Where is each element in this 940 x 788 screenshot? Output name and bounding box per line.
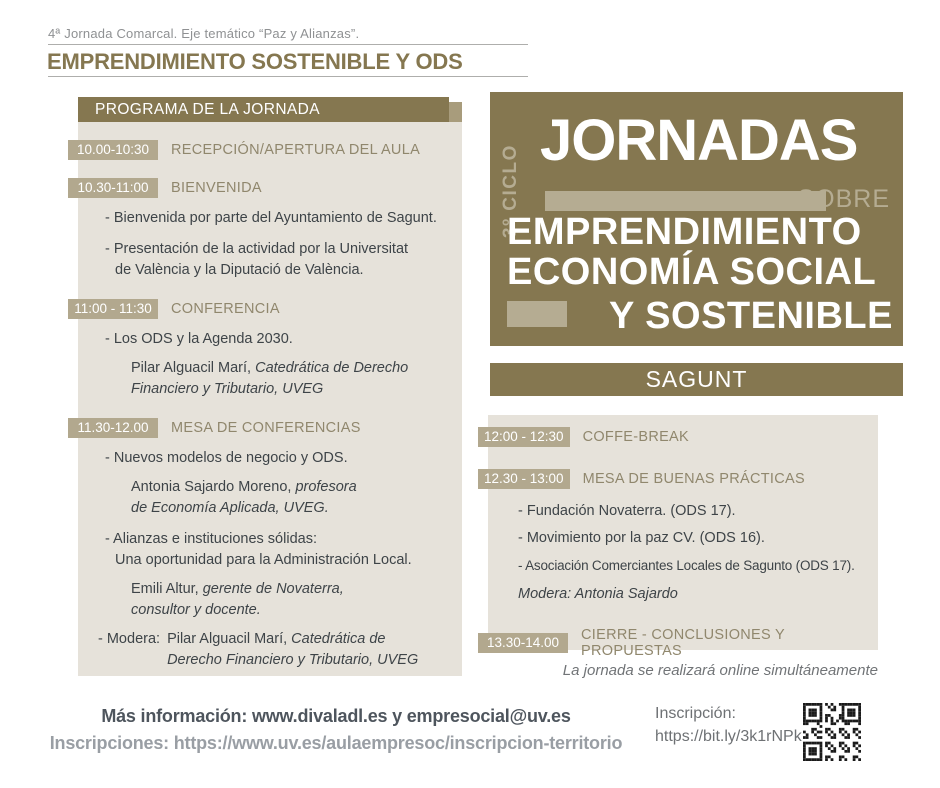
program-line: - Nuevos modelos de negocio y ODS.	[105, 450, 348, 466]
header-rule-bottom	[48, 76, 528, 77]
location-bar: SAGUNT	[490, 363, 903, 396]
program-paragraph	[78, 239, 462, 281]
decorative-rect	[507, 301, 567, 327]
poster-line-emprendimiento: EMPRENDIMIENTO	[507, 211, 862, 253]
online-note: La jornada se realizará online simultáneamente	[562, 662, 878, 679]
program-paragraph	[78, 208, 462, 229]
program-line: Derecho Financiero y Tributario, UVEG	[167, 652, 419, 668]
program-line: - Presentación de la actividad por la Universitat	[105, 241, 409, 257]
program-paragraph	[78, 448, 462, 469]
program-paragraph	[78, 329, 462, 350]
program-line: - Movimiento por la paz CV. (ODS 16).	[518, 530, 765, 546]
program-line: - Alianzas e instituciones sólidas:	[105, 531, 317, 547]
program-line: Modera: Antonia Sajardo	[518, 586, 678, 602]
session-row	[68, 178, 462, 198]
program-line: Financiero y Tributario, UVEG	[131, 381, 324, 397]
header-rule-top	[48, 44, 528, 45]
program-line: consultor y docente.	[131, 602, 261, 618]
time-badge: 10.00-10:30	[68, 140, 158, 160]
inscription-label: Inscripción:	[655, 705, 736, 722]
time-badge: 11:00 - 11:30	[68, 299, 158, 319]
session-heading: MESA DE BUENAS PRÁCTICAS	[582, 471, 805, 487]
inscription-url-link[interactable]: https://bit.ly/3k1rNPk	[655, 728, 802, 745]
program-line: de Economía Aplicada, UVEG.	[131, 500, 329, 516]
program-line: Pilar Alguacil Marí, Catedrática de	[167, 631, 386, 647]
inscriptions-link[interactable]: Inscripciones: https://www.uv.es/aulaempresoc/inscripcion-territorio	[49, 733, 623, 753]
session-row	[68, 140, 462, 160]
program-paragraph	[78, 579, 462, 621]
session-row	[68, 299, 462, 319]
session-heading: RECEPCIÓN/APERTURA DEL AULA	[171, 142, 421, 158]
time-badge: 13.30-14.00	[478, 633, 568, 653]
page-title: EMPRENDIMIENTO SOSTENIBLE Y ODS	[47, 49, 463, 74]
time-badge: 11.30-12.00	[68, 418, 158, 438]
time-badge: 12.30 - 13:00	[478, 469, 570, 489]
poster-title: JORNADAS	[540, 108, 858, 173]
poster-line-economia-social: ECONOMÍA SOCIAL	[507, 251, 877, 293]
program-line: Emili Altur, gerente de Novaterra,	[131, 581, 344, 597]
program-header-bar: PROGRAMA DE LA JORNADA	[78, 97, 449, 122]
session-row	[478, 627, 878, 659]
inscription-block	[655, 702, 802, 748]
time-badge: 12:00 - 12:30	[478, 427, 570, 447]
decorative-bar	[545, 191, 826, 211]
program-panel	[74, 122, 462, 676]
time-badge: 10.30-11:00	[68, 178, 158, 198]
program-line: de València y la Diputació de València.	[115, 262, 364, 278]
kicker-text: 4ª Jornada Comarcal. Eje temático “Paz y Alianzas”.	[48, 26, 360, 41]
qr-code-image	[803, 703, 861, 761]
modera-lines	[167, 629, 418, 671]
program-paragraph	[488, 555, 878, 576]
program-paragraph	[518, 584, 878, 605]
program-line: - Fundación Novaterra. (ODS 17).	[518, 503, 736, 519]
program-paragraph	[488, 501, 878, 522]
program-paragraph	[78, 358, 462, 400]
program-line: - Bienvenida por parte del Ayuntamiento de Sagunt.	[105, 210, 437, 226]
program-paragraph	[78, 477, 462, 519]
program-paragraph	[78, 529, 462, 571]
program-paragraph	[488, 528, 878, 549]
cycle-label: 3º CICLO	[500, 144, 521, 238]
program-line: - Asociación Comerciantes Locales de Sagunto (ODS 17).	[518, 558, 855, 573]
modera-label: - Modera:	[98, 631, 161, 647]
poster-line-y-sostenible: Y SOSTENIBLE	[608, 295, 893, 337]
program-line: Una oportunidad para la Administración Local.	[115, 552, 412, 568]
session-heading: CONFERENCIA	[171, 301, 280, 317]
more-info-text: Más información: www.divaladl.es y empresocial@uv.es	[101, 706, 571, 726]
session-heading: BIENVENIDA	[171, 180, 262, 196]
program-line: - Los ODS y la Agenda 2030.	[105, 331, 293, 347]
program-line: Pilar Alguacil Marí, Catedrática de Derecho	[131, 360, 409, 376]
schedule-panel	[484, 415, 878, 659]
session-heading: CIERRE - CONCLUSIONES Y PROPUESTAS	[581, 627, 785, 659]
sobre-label: SOBRE	[797, 185, 890, 213]
program-header-bar-tail	[449, 102, 462, 122]
poster-box	[490, 92, 903, 346]
program-paragraph	[98, 629, 462, 671]
session-row	[478, 427, 878, 447]
session-row	[478, 469, 878, 489]
session-heading: MESA DE CONFERENCIAS	[171, 420, 361, 436]
session-heading: COFFE-BREAK	[582, 429, 689, 445]
session-row	[68, 418, 462, 438]
program-line: Antonia Sajardo Moreno, profesora	[131, 479, 357, 495]
footer-info-block	[30, 706, 642, 754]
